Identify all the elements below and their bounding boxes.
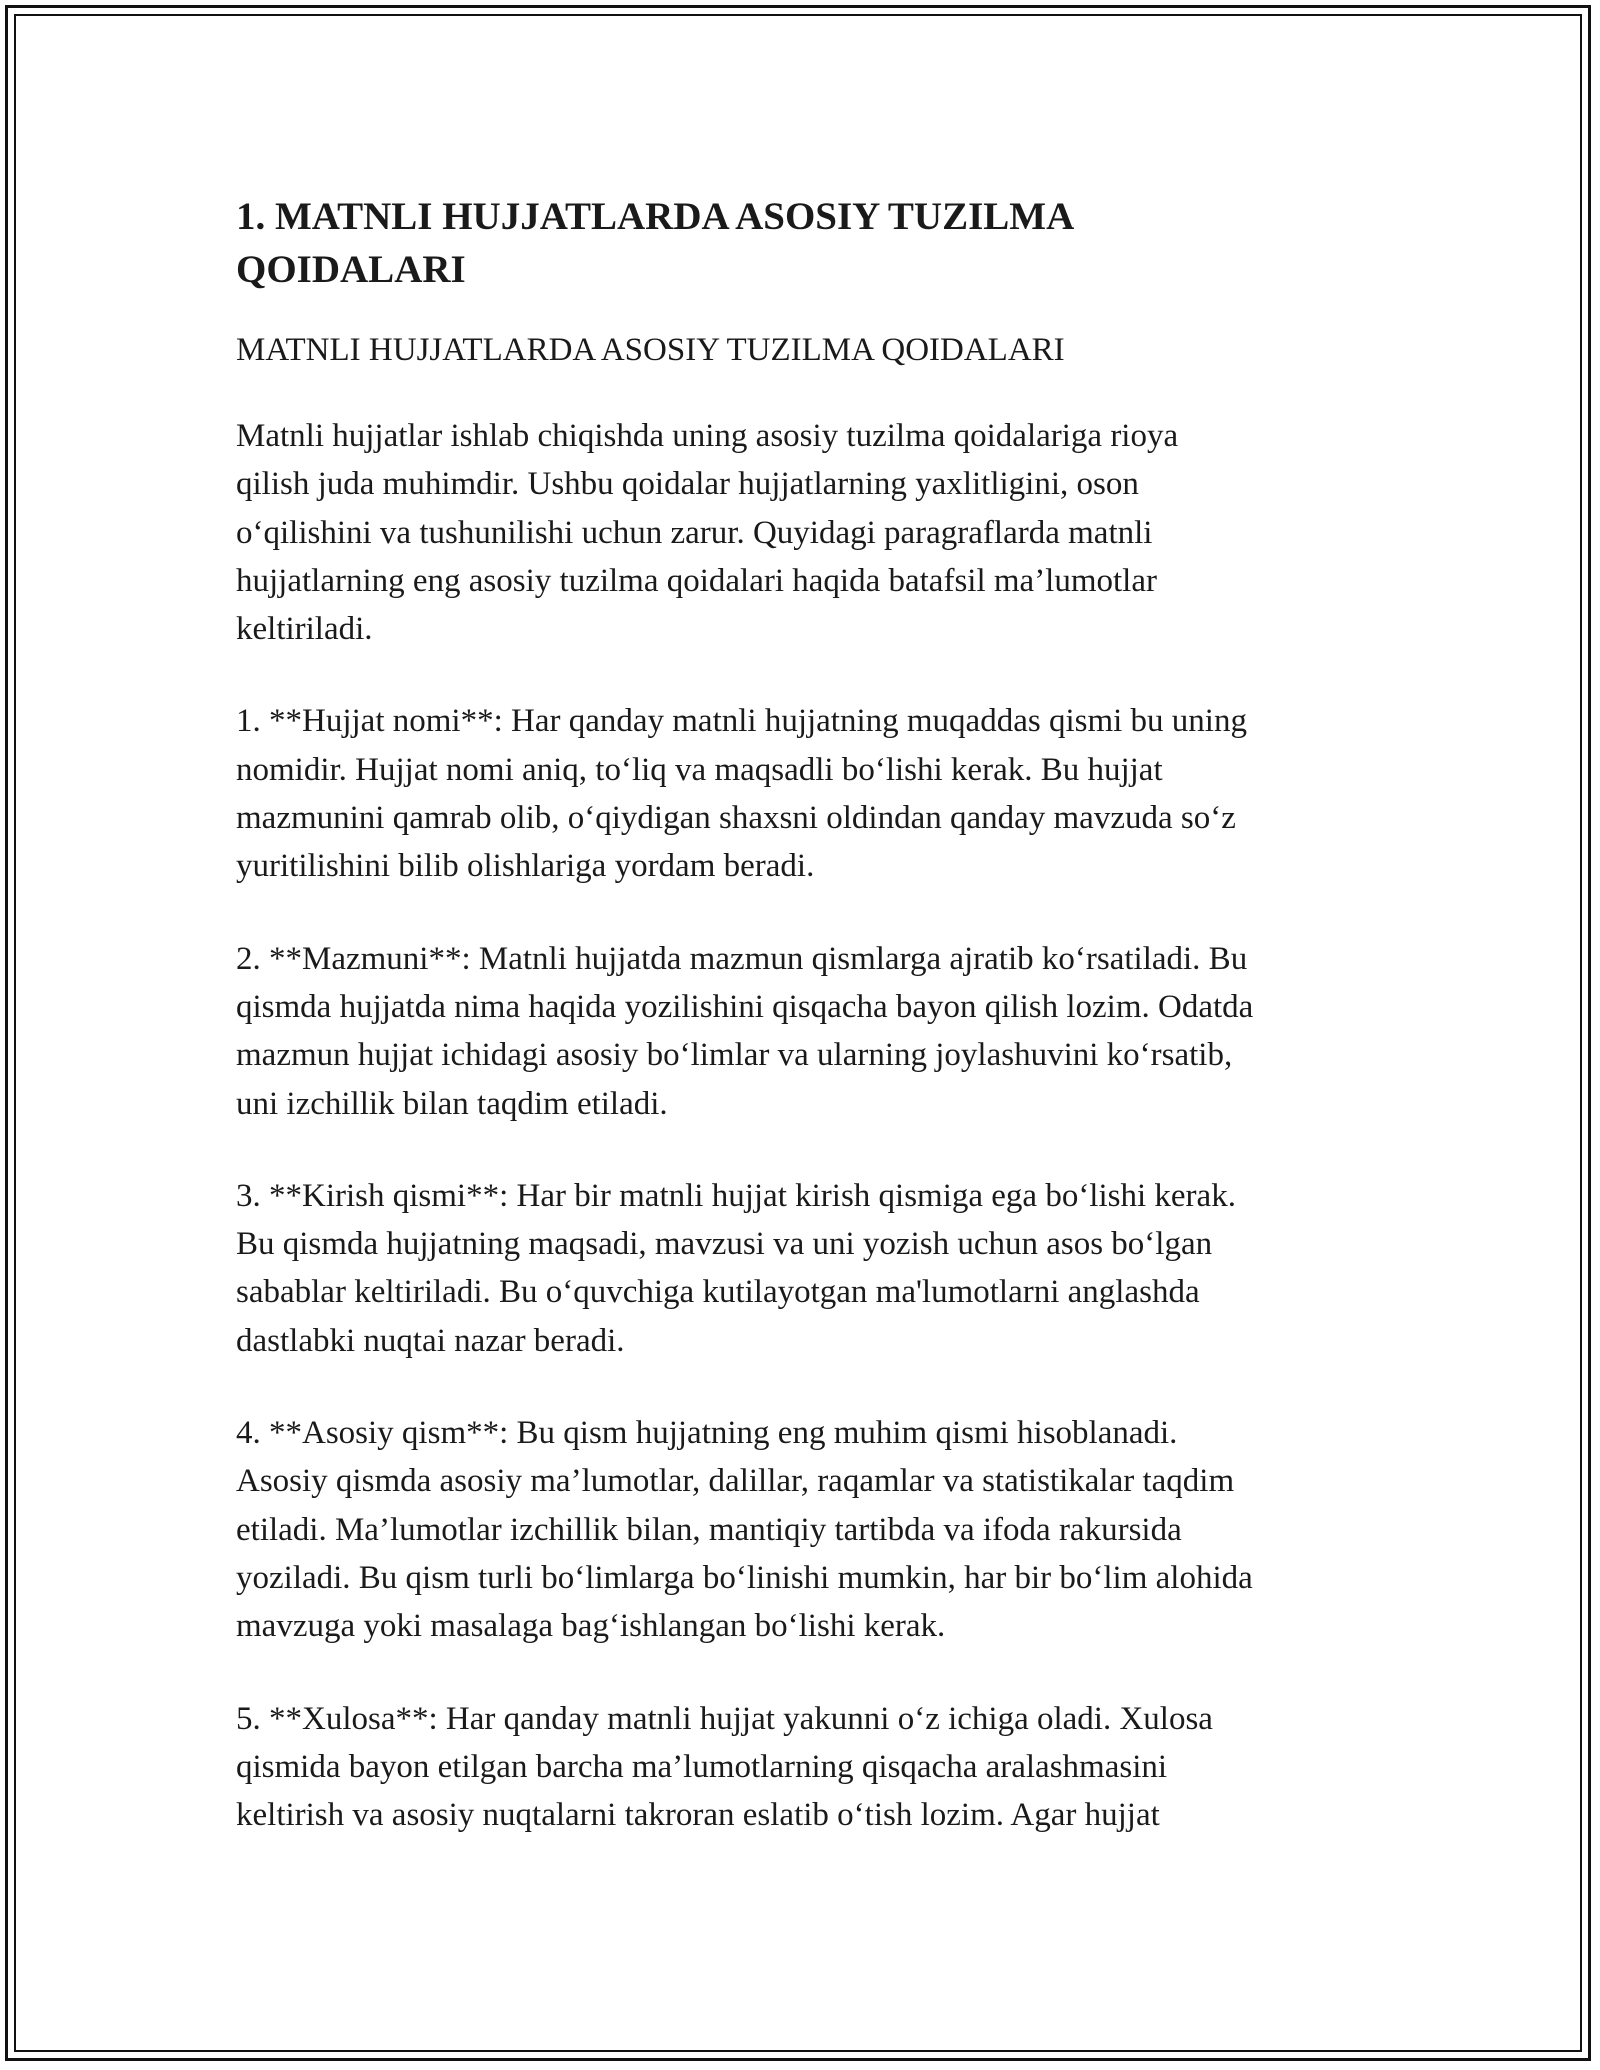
paragraph-asosiy-qism: 4. **Asosiy qism**: Bu qism hujjatning eng muhim qismi hisoblanadi. Asosiy qismda asosiy ma’lumotlar, dalillar, raqamlar va statistikalar taqdim etiladi. Ma’lumotlar izchillik bilan, mantiqiy tartibda va ifoda rakursida yoziladi. Bu qism turli bo‘limlarga bo‘linishi mumkin, har bir bo‘lim alohida mavzuga yoki masalaga bag‘ishlangan bo‘lishi kerak. (236, 1415, 1253, 1645)
paragraph-mazmuni: 2. **Mazmuni**: Matnli hujjatda mazmun qismlarga ajratib ko‘rsatiladi. Bu qismda hujjatda nima haqida yozilishini qisqacha bayon qilish lozim. Odatda mazmun hujjat ichidagi asosiy bo‘limlar va ularning joylashuvini ko‘rsatib, uni izchillik bilan taqdim etiladi. (236, 940, 1254, 1122)
paragraph-hujjat-nomi: 1. **Hujjat nomi**: Har qanday matnli hujjatning muqaddas qismi bu uning nomidir. Hujjat nomi aniq, to‘liq va maqsadli bo‘lishi kerak. Bu hujjat mazmunini qamrab olib, o‘qiydigan shaxsni oldindan qanday mavzuda so‘z yuritilishini bilib olishlariga yordam beradi. (236, 703, 1247, 885)
document-heading: 1. MATNLI HUJJATLARDA ASOSIY TUZILMA QOIDALARI (236, 195, 1075, 291)
document-body (236, 190, 1376, 1839)
intro-paragraph: Matnli hujjatlar ishlab chiqishda uning asosiy tuzilma qoidalariga rioya qilish juda muhimdir. Ushbu qoidalar hujjatlarning yaxlitligini, oson o‘qilishini va tushunilishi uchun zarur. Quyidagi paragraflarda matnli hujjatlarning eng asosiy tuzilma qoidalari haqida batafsil ma’lumotlar keltiriladi. (236, 418, 1179, 648)
paragraph-kirish-qismi: 3. **Kirish qismi**: Har bir matnli hujjat kirish qismiga ega bo‘lishi kerak. Bu qismda hujjatning maqsadi, mavzusi va uni yozish uchun asos bo‘lgan sabablar keltiriladi. Bu o‘quvchiga kutilayotgan ma'lumotlarni anglashda dastlabki nuqtai nazar beradi. (236, 1177, 1236, 1359)
paragraph-xulosa: 5. **Xulosa**: Har qanday matnli hujjat yakunni o‘z ichiga oladi. Xulosa qismida bayon etilgan barcha ma’lumotlarning qisqacha aralashmasini keltirish va asosiy nuqtalarni takroran eslatib o‘tish lozim. Agar hujjat (236, 1700, 1213, 1834)
document-subheading: MATNLI HUJJATLARDA ASOSIY TUZILMA QOIDALARI (236, 332, 1065, 368)
